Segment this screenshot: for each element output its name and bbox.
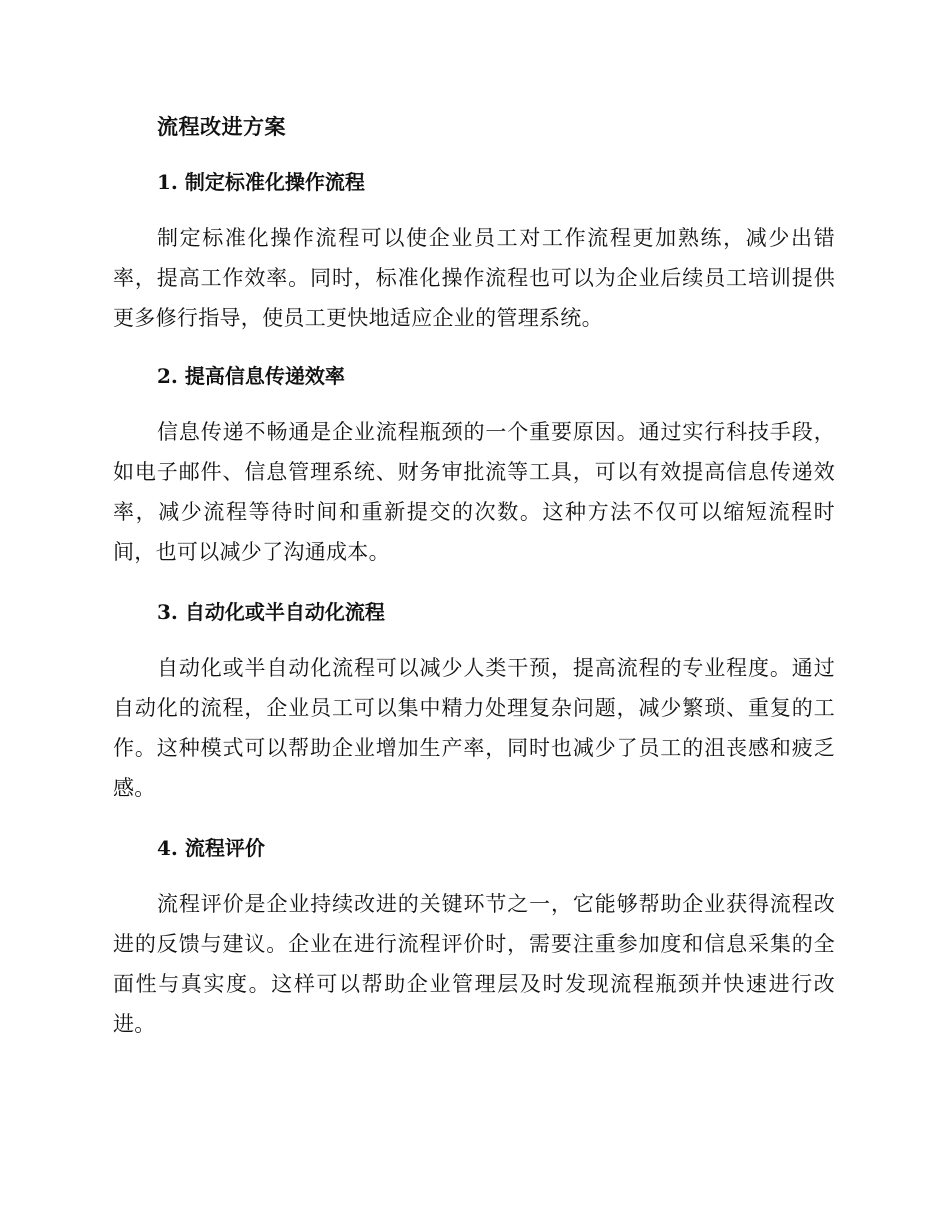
section-body-standardized-process: 制定标准化操作流程可以使企业员工对工作流程更加熟练，减少出错率，提高工作效率。同时，标准化操作流程也可以为企业后续员工培训提供更多修行指导，使员工更快地适应企业的管理系统。 — [113, 226, 835, 330]
section-heading-information-efficiency: 2. 提高信息传递效率 — [157, 364, 345, 388]
section-heading-automation: 3. 自动化或半自动化流程 — [157, 600, 385, 624]
document-title: 流程改进方案 — [157, 114, 286, 139]
section-body-process-evaluation: 流程评价是企业持续改进的关键环节之一，它能够帮助企业获得流程改进的反馈与建议。企业在进行流程评价时，需要注重参加度和信息采集的全面性与真实度。这样可以帮助企业管理层及时发现流程瓶颈并快速进行改进。 — [113, 892, 835, 1036]
section-heading-standardized-process: 1. 制定标准化操作流程 — [157, 170, 365, 194]
section-body-automation: 自动化或半自动化流程可以减少人类干预，提高流程的专业程度。通过自动化的流程，企业员工可以集中精力处理复杂问题，减少繁琐、重复的工作。这种模式可以帮助企业增加生产率，同时也减少了员工的沮丧感和疲乏感。 — [113, 656, 835, 800]
section-heading-process-evaluation: 4. 流程评价 — [157, 836, 265, 860]
section-body-information-efficiency: 信息传递不畅通是企业流程瓶颈的一个重要原因。通过实行科技手段，如电子邮件、信息管理系统、财务审批流等工具，可以有效提高信息传递效率，减少流程等待时间和重新提交的次数。这种方法不仅可以缩短流程时间，也可以减少了沟通成本。 — [113, 420, 835, 564]
